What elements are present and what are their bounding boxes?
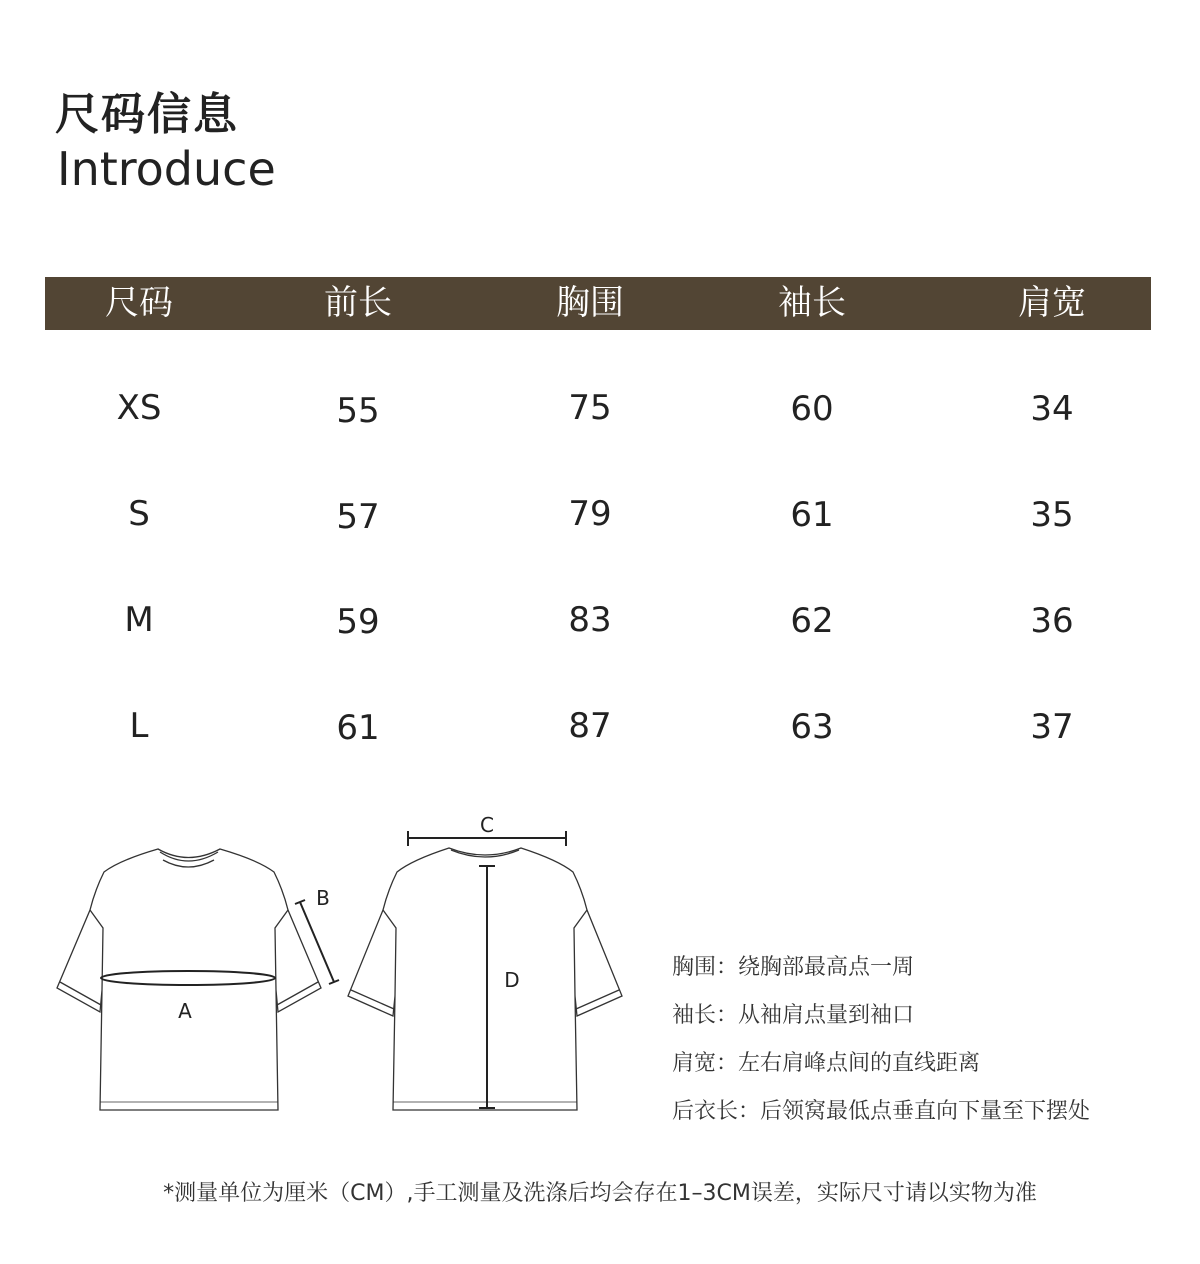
cell-shoulder: 36 (1030, 601, 1074, 641)
cell-chest: 87 (568, 706, 612, 746)
header-shoulder: 肩宽 (1018, 283, 1086, 323)
label-b: B (316, 886, 330, 910)
header-chest: 胸围 (556, 283, 624, 323)
tshirt-back-illustration (348, 848, 622, 1110)
legend-sleeve: 袖长：从袖肩点量到袖口 (672, 1003, 915, 1028)
cell-chest: 75 (568, 388, 612, 428)
page-subtitle: Introduce (57, 142, 276, 196)
cell-front-length: 57 (336, 497, 380, 537)
legend-shoulder: 肩宽：左右肩峰点间的直线距离 (672, 1051, 981, 1076)
header-size: 尺码 (105, 283, 173, 323)
size-table-header (45, 277, 1151, 330)
cell-chest: 79 (568, 494, 612, 534)
tshirt-front-illustration (57, 849, 321, 1110)
measurement-footnote: *测量单位为厘米（CM）,手工测量及洗涤后均会存在1–3CM误差，实际尺寸请以实物为准 (163, 1181, 1037, 1206)
cell-front-length: 55 (336, 391, 380, 431)
cell-chest: 83 (568, 600, 612, 640)
label-a: A (178, 999, 192, 1023)
cell-front-length: 59 (336, 602, 380, 642)
cell-shoulder: 34 (1030, 389, 1074, 429)
cell-size: XS (116, 388, 162, 428)
cell-front-length: 61 (336, 708, 380, 748)
cell-shoulder: 35 (1030, 495, 1074, 535)
cell-shoulder: 37 (1030, 707, 1074, 747)
tshirt-measurement-diagram (0, 800, 640, 1130)
page-title: 尺码信息 (55, 89, 239, 140)
legend-chest: 胸围：绕胸部最高点一周 (672, 955, 915, 980)
header-sleeve: 袖长 (778, 283, 846, 323)
cell-size: M (124, 600, 154, 640)
cell-sleeve: 62 (790, 601, 834, 641)
label-c: C (480, 813, 494, 837)
label-d: D (504, 968, 520, 992)
cell-sleeve: 63 (790, 707, 834, 747)
cell-sleeve: 60 (790, 389, 834, 429)
legend-back-length: 后衣长：后领窝最低点垂直向下量至下摆处 (672, 1099, 1091, 1124)
header-front-length: 前长 (324, 283, 392, 323)
cell-size: S (128, 494, 150, 534)
chest-measure-ellipse (101, 971, 275, 985)
back-length-measure-line (479, 866, 495, 1108)
cell-sleeve: 61 (790, 495, 834, 535)
cell-size: L (129, 706, 149, 746)
